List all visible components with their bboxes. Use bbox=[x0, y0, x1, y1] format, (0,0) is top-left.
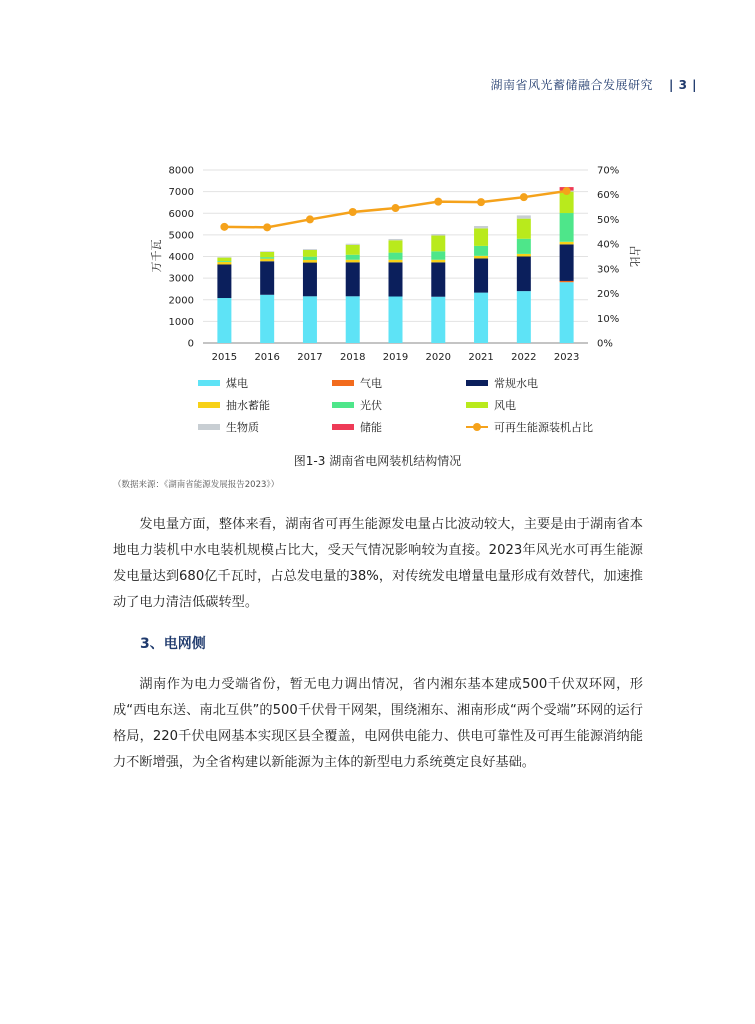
legend-swatch-gas bbox=[332, 380, 354, 386]
bar-hydro bbox=[431, 262, 445, 296]
share-point bbox=[306, 215, 314, 223]
figure-caption: 图1-3 湖南省电网装机结构情况 bbox=[293, 454, 462, 468]
y-tick-label: 3000 bbox=[168, 273, 194, 285]
bar-hydro bbox=[217, 265, 231, 299]
bar-gas bbox=[560, 281, 574, 282]
bar-pv bbox=[217, 261, 231, 262]
bar-pumped bbox=[517, 254, 531, 257]
bar-pumped bbox=[474, 256, 488, 259]
paragraph-generation: 发电量方面，整体来看，湖南省可再生能源发电量占比波动较大，主要是由于湖南省本地电力装机中水电装机规模占比大，受天气情况影响较为直接。2023年风光水可再生能源发电量达到680亿千瓦时，占总发电量的38%，对传统发电增量电量形成有效替代，加速推动了电力清洁低碳转型。 bbox=[113, 517, 643, 610]
legend-swatch-coal bbox=[198, 380, 220, 386]
bar-hydro bbox=[517, 257, 531, 292]
x-tick-label: 2017 bbox=[297, 352, 323, 363]
x-tick-label: 2016 bbox=[254, 352, 280, 363]
bar-coal bbox=[517, 291, 531, 343]
legend-item-coal bbox=[198, 375, 332, 391]
y-tick-label: 6000 bbox=[168, 208, 194, 220]
bar-wind bbox=[260, 252, 274, 257]
bar-coal bbox=[217, 298, 231, 343]
legend-swatch-storage bbox=[332, 424, 354, 430]
y-tick-label: 7000 bbox=[168, 187, 194, 199]
legend-label-pv: 光伏 bbox=[360, 399, 382, 412]
legend-label-share: 可再生能源装机占比 bbox=[494, 421, 593, 434]
bar-biomass bbox=[517, 215, 531, 218]
legend-item-share bbox=[466, 419, 618, 435]
legend-label-coal: 煤电 bbox=[226, 377, 248, 390]
bar-biomass bbox=[389, 239, 403, 240]
figure-source: （数据来源：《湖南省能源发展报告2023》） bbox=[113, 480, 280, 490]
x-tick-label: 2021 bbox=[468, 352, 494, 363]
x-tick-label: 2023 bbox=[553, 352, 580, 363]
bar-pumped bbox=[560, 242, 574, 245]
x-tick-label: 2018 bbox=[339, 352, 366, 363]
share-point bbox=[520, 193, 528, 201]
installed-capacity-chart bbox=[0, 0, 755, 470]
legend-swatch-pumped bbox=[198, 402, 220, 408]
bar-pv bbox=[431, 251, 445, 259]
bar-hydro bbox=[389, 262, 403, 296]
share-point bbox=[349, 208, 357, 216]
bar-wind bbox=[517, 219, 531, 239]
y-tick-label: 0 bbox=[187, 338, 194, 350]
legend-swatch-share bbox=[466, 426, 488, 428]
bar-coal bbox=[260, 295, 274, 343]
page-number: | 3 | bbox=[669, 77, 697, 92]
y2-tick-label: 30% bbox=[597, 264, 620, 276]
legend-item-pumped bbox=[198, 397, 332, 413]
y2-tick-label: 0% bbox=[597, 338, 613, 350]
bar-pumped bbox=[431, 260, 445, 263]
bar-wind bbox=[389, 240, 403, 252]
bar-coal bbox=[474, 293, 488, 343]
paragraph-grid: 湖南作为电力受端省份，暂无电力调出情况，省内湘东基本建成500千伏双环网，形成“西电东送、南北互供”的500千伏骨干网架，围绕湘东、湘南形成“两个受端”环网的运行格局，220千伏电网基本实现区县全覆盖，电网供电能力、供电可靠性及可再生能源消纳能力不断增强，为全省构建以新能源为主体的新型电力系统奠定良好基础。 bbox=[113, 677, 643, 770]
legend-label-storage: 储能 bbox=[360, 421, 382, 434]
bar-biomass bbox=[260, 251, 274, 252]
y-tick-label: 5000 bbox=[168, 230, 194, 242]
bar-hydro bbox=[560, 244, 574, 281]
bar-hydro bbox=[303, 263, 317, 297]
bar-coal bbox=[389, 297, 403, 343]
bar-pv bbox=[560, 213, 574, 242]
share-point bbox=[477, 198, 485, 206]
bar-wind bbox=[346, 245, 360, 255]
bar-pv bbox=[389, 253, 403, 260]
bar-pumped bbox=[303, 260, 317, 263]
bar-coal bbox=[431, 297, 445, 343]
y-tick-label: 2000 bbox=[168, 295, 194, 307]
share-point bbox=[563, 187, 571, 195]
bar-hydro bbox=[260, 261, 274, 295]
y-axis-label-left: 万千瓦 bbox=[150, 239, 163, 273]
bar-pv bbox=[346, 255, 360, 260]
y2-tick-label: 10% bbox=[597, 313, 620, 325]
legend-label-biomass: 生物质 bbox=[226, 421, 259, 434]
bar-coal bbox=[346, 296, 360, 343]
y2-tick-label: 60% bbox=[597, 190, 620, 202]
legend-label-wind: 风电 bbox=[494, 399, 516, 412]
y2-tick-label: 20% bbox=[597, 289, 620, 301]
bar-wind bbox=[217, 258, 231, 261]
bar-coal bbox=[303, 296, 317, 343]
x-tick-label: 2020 bbox=[425, 352, 452, 363]
legend-item-biomass bbox=[198, 419, 332, 435]
legend-item-gas bbox=[332, 375, 466, 391]
legend-label-pumped: 抽水蓄能 bbox=[226, 399, 270, 412]
chart-legend bbox=[198, 375, 618, 435]
legend-label-hydro: 常规水电 bbox=[494, 377, 538, 390]
share-point bbox=[392, 204, 400, 212]
bar-biomass bbox=[474, 226, 488, 228]
bar-pumped bbox=[389, 260, 403, 263]
bar-pv bbox=[517, 239, 531, 254]
bar-wind bbox=[474, 228, 488, 246]
share-point bbox=[220, 223, 228, 231]
y2-tick-label: 40% bbox=[597, 239, 620, 251]
section-title-grid: 3、电网侧 bbox=[140, 636, 206, 652]
legend-item-hydro bbox=[466, 375, 618, 391]
running-header-title: 湖南省风光蓄储融合发展研究 bbox=[490, 78, 654, 92]
bar-coal bbox=[560, 282, 574, 343]
share-point bbox=[434, 198, 442, 206]
bar-wind bbox=[303, 250, 317, 257]
bar-biomass bbox=[346, 244, 360, 245]
legend-item-storage bbox=[332, 419, 466, 435]
legend-swatch-wind bbox=[466, 402, 488, 408]
bar-biomass bbox=[217, 257, 231, 258]
legend-item-wind bbox=[466, 397, 618, 413]
bar-pv bbox=[260, 257, 274, 259]
x-tick-label: 2022 bbox=[511, 352, 537, 363]
bar-pumped bbox=[346, 260, 360, 263]
legend-item-pv bbox=[332, 397, 466, 413]
bar-biomass bbox=[431, 234, 445, 236]
y-axis-label-right: 占比 bbox=[628, 245, 641, 267]
y2-tick-label: 50% bbox=[597, 214, 620, 226]
x-tick-label: 2015 bbox=[211, 352, 238, 363]
legend-swatch-hydro bbox=[466, 380, 488, 386]
bar-pv bbox=[303, 257, 317, 260]
bar-wind bbox=[431, 236, 445, 252]
y2-tick-label: 70% bbox=[597, 165, 620, 177]
bar-biomass bbox=[303, 249, 317, 250]
bar-pumped bbox=[217, 262, 231, 265]
x-tick-label: 2019 bbox=[382, 352, 409, 363]
legend-label-gas: 气电 bbox=[360, 377, 382, 390]
y-tick-label: 8000 bbox=[168, 165, 194, 177]
share-point bbox=[263, 223, 271, 231]
bar-hydro bbox=[474, 258, 488, 292]
bar-pumped bbox=[260, 259, 274, 262]
bar-pv bbox=[474, 246, 488, 256]
bar-hydro bbox=[346, 262, 360, 296]
legend-swatch-biomass bbox=[198, 424, 220, 430]
y-tick-label: 4000 bbox=[168, 252, 194, 263]
y-tick-label: 1000 bbox=[168, 316, 194, 328]
legend-swatch-pv bbox=[332, 402, 354, 408]
